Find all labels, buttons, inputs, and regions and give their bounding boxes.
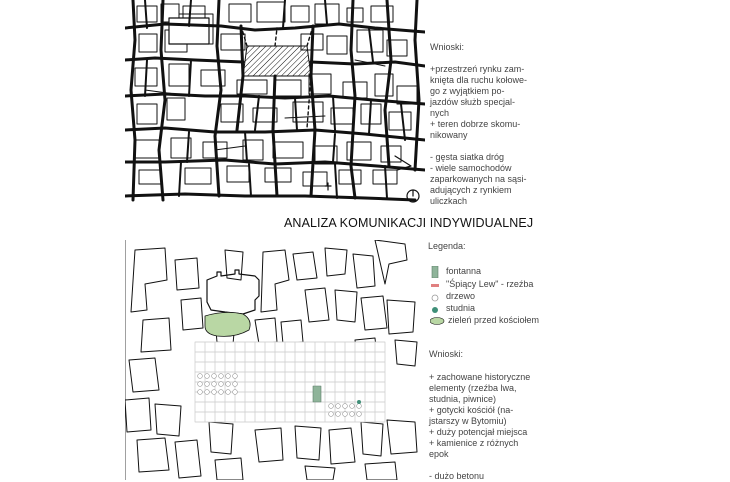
- legend-label: "Śpiący Lew" - rzeźba: [446, 279, 534, 289]
- legend-label: drzewo: [446, 291, 476, 301]
- well-dot-icon: [430, 303, 440, 315]
- top-conclusion-line: nych: [430, 108, 450, 118]
- market-square-map: [125, 240, 425, 480]
- top-conclusion-line: [430, 141, 527, 152]
- green-patch-icon: [430, 315, 446, 327]
- market-square-grid: [195, 342, 385, 422]
- top-conclusions: [430, 42, 527, 207]
- legend-label: zieleń przed kościołem: [448, 315, 540, 325]
- legend-label: studnia: [446, 303, 476, 313]
- top-conclusion-line: +przestrzeń rynku zam-: [430, 64, 525, 74]
- fountain-swatch-icon: [430, 266, 440, 278]
- bottom-conclusion-line: + kamienice z różnych: [429, 438, 519, 448]
- section-heading: ANALIZA KOMUNIKACJI INDYWIDUALNEJ: [284, 216, 534, 230]
- top-conclusion-line: zaparkowanych na sąsi-: [430, 174, 527, 184]
- top-conclusion-line: - wiele samochodów: [430, 163, 512, 173]
- top-conclusion-line: knięta dla ruchu kołowe-: [430, 75, 528, 85]
- bottom-conclusion-line: + gotycki kościół (na-: [429, 405, 514, 415]
- bottom-conclusion-line: [429, 460, 530, 471]
- well-symbol: [357, 400, 361, 404]
- top-conclusion-line: jazdów służb specjal-: [430, 97, 516, 107]
- bottom-conclusions-title: Wnioski:: [429, 349, 464, 359]
- top-conclusion-line: nikowany: [430, 130, 468, 140]
- sculpture-swatch-icon: [430, 279, 440, 291]
- top-conclusion-line: go z wyjątkiem po-: [430, 86, 505, 96]
- bottom-conclusions: [429, 349, 530, 482]
- bottom-conclusion-line: epok: [429, 449, 449, 459]
- tree-circle-icon: [430, 291, 440, 303]
- bottom-conclusion-line: jstarszy w Bytomiu): [429, 416, 507, 426]
- legend-title: Legenda:: [428, 241, 466, 251]
- top-conclusion-line: + teren dobrze skomu-: [430, 119, 521, 129]
- bottom-conclusion-line: - dużo betonu: [429, 471, 485, 481]
- bottom-conclusion-line: + zachowane historyczne: [429, 372, 531, 382]
- legend-label: fontanna: [446, 266, 482, 276]
- bottom-conclusion-line: studnia, piwnice): [429, 394, 497, 404]
- fountain-symbol: [313, 386, 321, 402]
- street-network-map: [125, 0, 425, 212]
- bottom-conclusion-line: elementy (rzeźba lwa,: [429, 383, 517, 393]
- bottom-conclusion-line: + duży potencjał miejsca: [429, 427, 528, 437]
- top-conclusions-title: Wnioski:: [430, 42, 465, 52]
- top-conclusion-line: - gęsta siatka dróg: [430, 152, 505, 162]
- top-conclusion-line: adujących z rynkiem: [430, 185, 512, 195]
- top-conclusion-line: uliczkach: [430, 196, 468, 206]
